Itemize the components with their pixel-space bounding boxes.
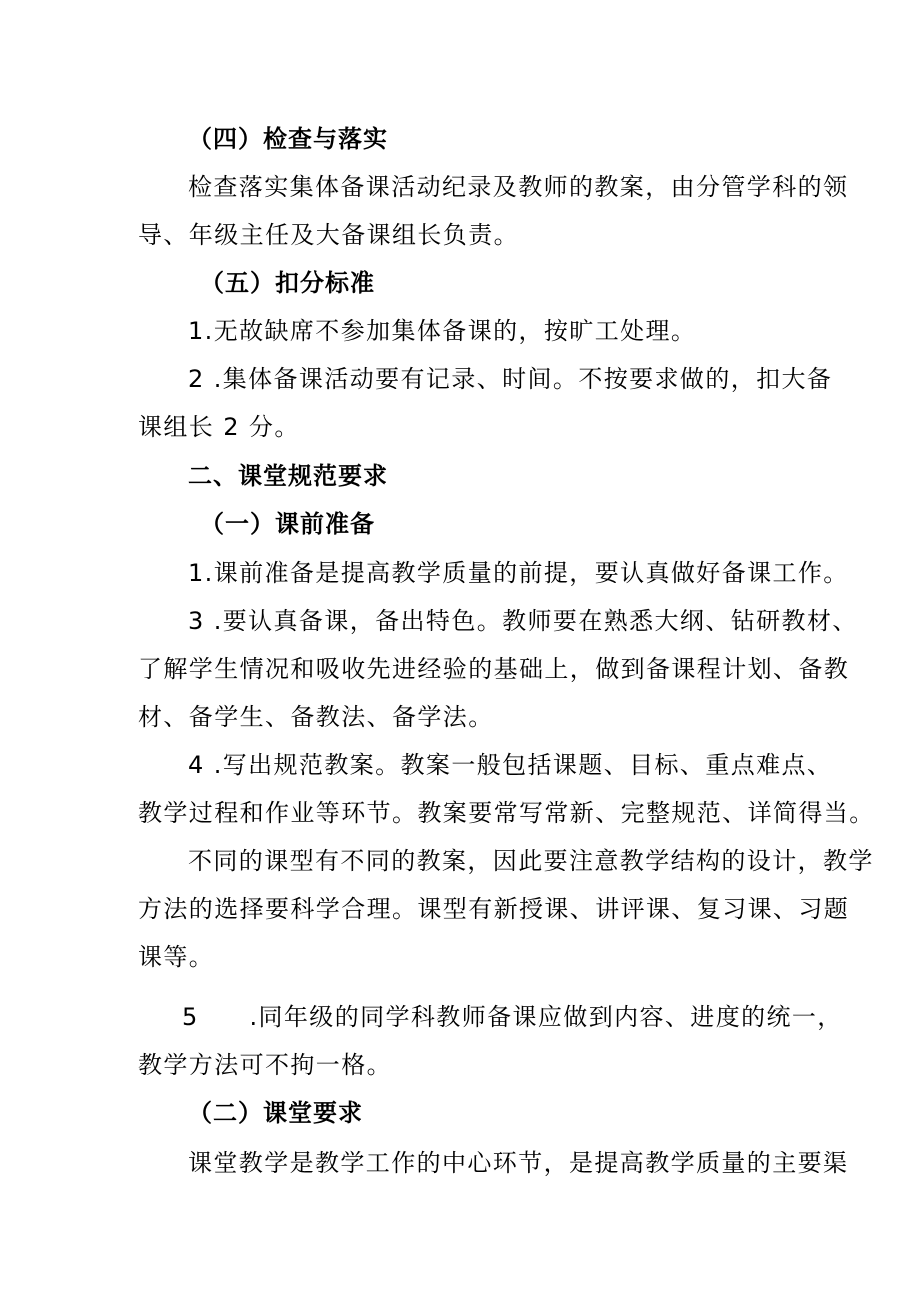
section-heading-deduction: （五）扣分标准 bbox=[200, 269, 375, 297]
paragraph-line: 课等。 bbox=[138, 943, 215, 971]
paragraph-line: 教学方法可不拘一格。 bbox=[138, 1051, 392, 1079]
list-item: 1.课前准备是提高教学质量的前提，要认真做好备课工作。 bbox=[188, 559, 849, 587]
list-item: 5 .同年级的同学科教师备课应做到内容、进度的统一， bbox=[182, 1003, 843, 1031]
section-heading-preparation: （一）课前准备 bbox=[200, 510, 375, 538]
paragraph-line: 教学过程和作业等环节。教案要常写常新、完整规范、详简得当。 bbox=[138, 799, 875, 827]
paragraph-line: 课组长 2 分。 bbox=[138, 413, 300, 441]
section-heading-classroom-requirements: （二）课堂要求 bbox=[188, 1099, 363, 1127]
paragraph-line: 导、年级主任及大备课组长负责。 bbox=[138, 221, 519, 249]
paragraph-line: 不同的课型有不同的教案，因此要注意教学结构的设计，教学 bbox=[188, 847, 874, 875]
paragraph-line: 检查落实集体备课活动纪录及教师的教案，由分管学科的领 bbox=[188, 173, 849, 201]
list-item: 2 .集体备课活动要有记录、时间。不按要求做的，扣大备 bbox=[188, 365, 833, 393]
list-item: 3 .要认真备课，备出特色。教师要在熟悉大纲、钻研教材、 bbox=[188, 607, 858, 635]
paragraph-line: 了解学生情况和吸收先进经验的基础上，做到备课程计划、备教 bbox=[138, 655, 850, 683]
list-item: 1.无故缺席不参加集体备课的，按旷工处理。 bbox=[188, 317, 697, 345]
paragraph-line: 方法的选择要科学合理。课型有新授课、讲评课、复习课、习题 bbox=[138, 895, 850, 923]
paragraph-line: 材、备学生、备教法、备学法。 bbox=[138, 703, 494, 731]
section-heading-inspection: （四）检查与落实 bbox=[188, 125, 388, 153]
paragraph-line: 课堂教学是教学工作的中心环节，是提高教学质量的主要渠 bbox=[188, 1149, 849, 1177]
chapter-heading-classroom: 二、课堂规范要求 bbox=[188, 462, 388, 490]
list-item: 4 .写出规范教案。教案一般包括课题、目标、重点难点、 bbox=[188, 751, 833, 779]
